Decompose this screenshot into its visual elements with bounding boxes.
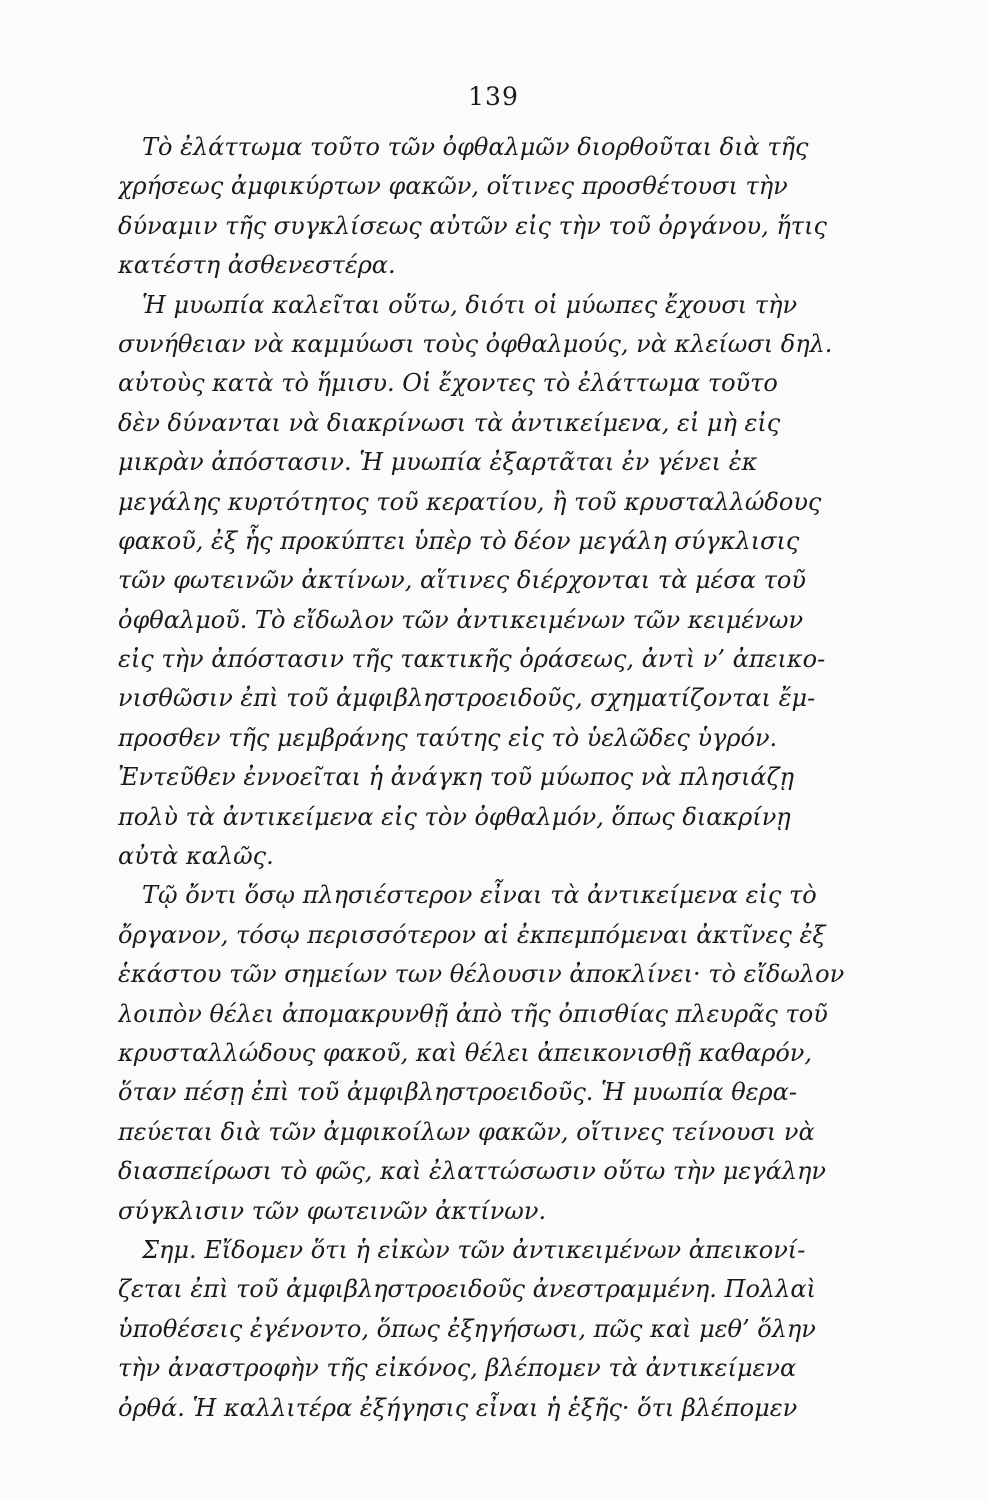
text-line: φακοῦ, ἐξ ἧς προκύπτει ὑπὲρ τὸ δέον μεγάλη σύγκλισις	[118, 526, 800, 555]
text-line: κρυσταλλώδους φακοῦ, καὶ θέλει ἀπεικονισθῇ καθαρόν,	[118, 1038, 813, 1067]
text-line: συνήθειαν νὰ καμμύωσι τοὺς ὀφθαλμούς, νὰ κλείωσι δηλ.	[118, 329, 833, 358]
text-line: λοιπὸν θέλει ἀπομακρυνθῇ ἀπὸ τῆς ὀπισθίας πλευρᾶς τοῦ	[118, 999, 828, 1028]
text-line: δύναμιν τῆς συγκλίσεως αὐτῶν εἰς τὴν τοῦ ὀργάνου, ἥτις	[118, 211, 827, 240]
text-line: Τὸ ἐλάττωμα τοῦτο τῶν ὀφθαλμῶν διορθοῦται διὰ τῆς	[142, 133, 809, 161]
text-line: Τῷ ὄντι ὅσῳ πλησιέστερον εἶναι τὰ ἀντικείμενα εἰς τὸ	[142, 881, 817, 910]
text-line: μεγάλης κυρτότητος τοῦ κερατίου, ἢ τοῦ κρυσταλλώδους	[118, 487, 822, 516]
text-line: χρήσεως ἀμφικύρτων φακῶν, οἵτινες προσθέτουσι τὴν	[118, 172, 788, 201]
text-line: ἑκάστου τῶν σημείων των θέλουσιν ἀποκλίνει· τὸ εἴδωλον	[118, 960, 845, 989]
text-line: δὲν δύνανται νὰ διακρίνωσι τὰ ἀντικείμενα, εἰ μὴ εἰς	[118, 408, 781, 437]
text-line: ὀρθά. Ἡ καλλιτέρα ἐξήγησις εἶναι ἡ ἑξῆς· ὅτι βλέπομεν	[118, 1393, 798, 1422]
text-line: πολὺ τὰ ἀντικείμενα εἰς τὸν ὀφθαλμόν, ὅπως διακρίνῃ	[118, 802, 791, 831]
text-line: Ἐντεῦθεν ἐννοεῖται ἡ ἀνάγκη τοῦ μύωπος νὰ πλησιάζῃ	[118, 763, 794, 792]
text-line: ὑποθέσεις ἐγένοντο, ὅπως ἐξηγήσωσι, πῶς καὶ μεθ’ ὅλην	[118, 1314, 816, 1343]
text-line: μικρὰν ἀπόστασιν. Ἡ μυωπία ἐξαρτᾶται ἐν γένει ἐκ	[118, 448, 758, 477]
text-line: ὅταν πέσῃ ἐπὶ τοῦ ἀμφιβληστροειδοῦς. Ἡ μυωπία θερα-	[118, 1078, 797, 1107]
text-line: τῶν φωτεινῶν ἀκτίνων, αἵτινες διέρχονται τὰ μέσα τοῦ	[118, 566, 806, 595]
text-line: εἰς τὴν ἀπόστασιν τῆς τακτικῆς ὁράσεως, ἀντὶ ν’ ἀπεικο-	[118, 645, 826, 674]
text-line: ζεται ἐπὶ τοῦ ἀμφιβληστροειδοῦς ἀνεστραμμένη. Πολλαὶ	[118, 1275, 816, 1304]
text-line: κατέστη ἀσθενεστέρα.	[118, 251, 396, 280]
text-line: σύγκλισιν τῶν φωτεινῶν ἀκτίνων.	[118, 1196, 547, 1225]
text-line: πεύεται διὰ τῶν ἀμφικοίλων φακῶν, οἵτινες τείνουσι νὰ	[118, 1117, 815, 1146]
page-number: 139	[468, 82, 519, 111]
body-text	[118, 128, 860, 1428]
text-line: διασπείρωσι τὸ φῶς, καὶ ἐλαττώσωσιν οὕτω τὴν μεγάλην	[118, 1157, 827, 1186]
text-line: ὄργανον, τόσῳ περισσότερον αἱ ἐκπεμπόμεναι ἀκτῖνες ἐξ	[118, 920, 826, 949]
text-line: προσθεν τῆς μεμβράνης ταύτης εἰς τὸ ὑελῶδες ὑγρόν.	[118, 723, 778, 752]
text-line: Ἡ μυωπία καλεῖται οὕτω, διότι οἱ μύωπες ἔχουσι τὴν	[142, 290, 798, 319]
text-line: νισθῶσιν ἐπὶ τοῦ ἀμφιβληστροειδοῦς, σχηματίζονται ἔμ-	[118, 684, 816, 713]
text-line: αὐτοὺς κατὰ τὸ ἥμισυ. Οἱ ἔχοντες τὸ ἐλάττωμα τοῦτο	[118, 369, 778, 398]
text-line: ὀφθαλμοῦ. Τὸ εἴδωλον τῶν ἀντικειμένων τῶν κειμένων	[118, 605, 804, 634]
text-line: αὐτὰ καλῶς.	[118, 842, 274, 871]
text-line: Σημ. Εἴδομεν ὅτι ἡ εἰκὼν τῶν ἀντικειμένων ἀπεικονί-	[142, 1235, 806, 1264]
text-line: τὴν ἀναστροφὴν τῆς εἰκόνος, βλέπομεν τὰ ἀντικείμενα	[118, 1354, 797, 1383]
